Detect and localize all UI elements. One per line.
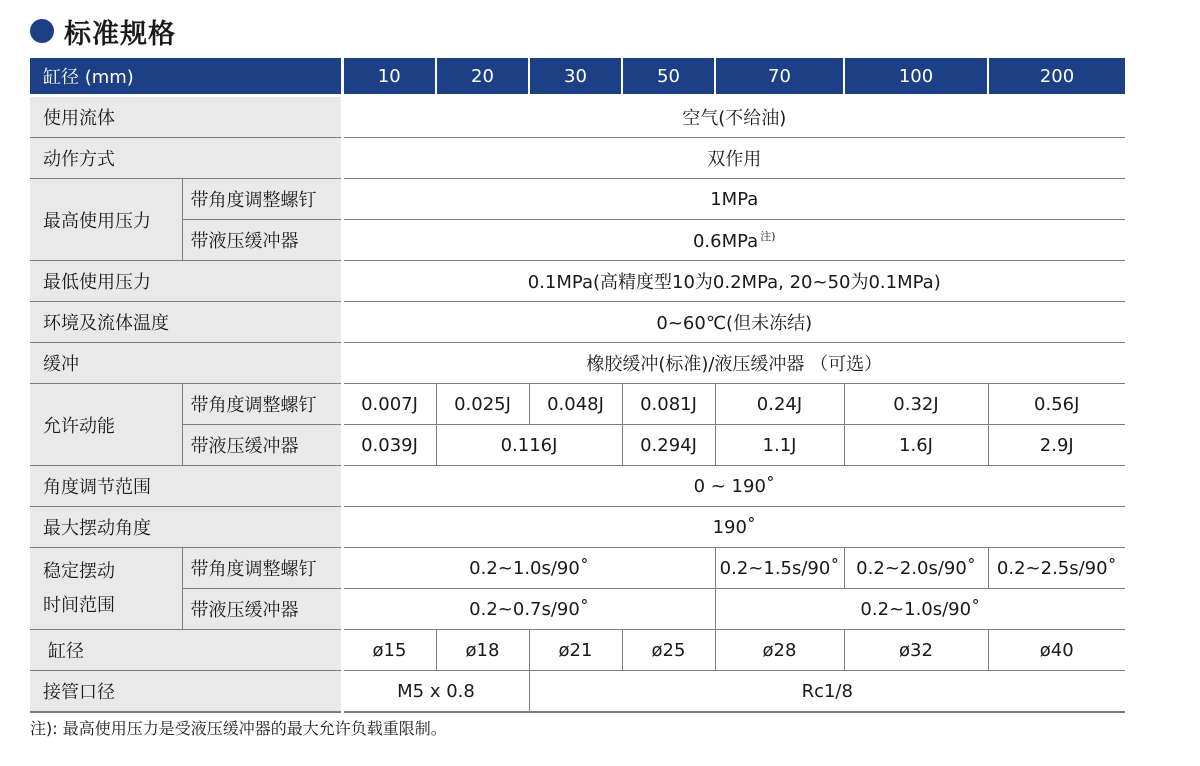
kinetic-energy-angle-sub: 带角度调整螺钉	[182, 384, 342, 425]
swing-time-label-line2: 时间范围	[43, 594, 115, 616]
max-pressure-angle-value: 1MPa	[342, 179, 1125, 220]
swing-time-hydraulic-value: 0.2~1.0s/90˚	[715, 589, 1125, 630]
kinetic-energy-hydraulic-row	[30, 425, 1125, 466]
max-pressure-hydraulic-row	[30, 220, 1125, 261]
kinetic-energy-angle-value: 0.081J	[622, 384, 715, 425]
cushion-row	[30, 343, 1125, 384]
bore-size-header: 缸径 (mm)	[30, 58, 342, 96]
footnote: 注): 最高使用压力是受液压缓冲器的最大允许负载重限制。	[30, 719, 447, 738]
kinetic-energy-hydraulic-value: 0.116J	[436, 425, 622, 466]
swing-time-hydraulic-sub: 带液压缓冲器	[182, 589, 342, 630]
kinetic-energy-hydraulic-value: 0.039J	[342, 425, 436, 466]
kinetic-energy-hydraulic-value: 1.6J	[844, 425, 988, 466]
kinetic-energy-label: 允许动能	[30, 384, 182, 466]
max-pressure-hydraulic-cell	[342, 220, 1125, 261]
max-angle-row	[30, 507, 1125, 548]
kinetic-energy-hydraulic-value: 0.294J	[622, 425, 715, 466]
section-header	[30, 14, 176, 48]
size-col-50: 50	[622, 58, 715, 96]
kinetic-energy-angle-value: 0.025J	[436, 384, 529, 425]
cushion-value: 橡胶缓冲(标准)/液压缓冲器 （可选）	[342, 343, 1125, 384]
swing-time-label-line1: 稳定摆动	[43, 560, 115, 582]
bore-value: ø15	[342, 630, 436, 671]
size-col-200: 200	[988, 58, 1125, 96]
port-row	[30, 671, 1125, 713]
bore-value: ø28	[715, 630, 844, 671]
size-col-70: 70	[715, 58, 844, 96]
bore-row	[30, 630, 1125, 671]
swing-time-label	[30, 548, 182, 630]
action-value: 双作用	[342, 138, 1125, 179]
bore-label: 缸径	[30, 630, 342, 671]
kinetic-energy-angle-value: 0.56J	[988, 384, 1125, 425]
temperature-value: 0~60℃(但未冻结)	[342, 302, 1125, 343]
size-col-30: 30	[529, 58, 622, 96]
max-pressure-hydraulic-value: 0.6MPa	[692, 231, 759, 252]
swing-time-angle-sub: 带角度调整螺钉	[182, 548, 342, 589]
bore-value: ø21	[529, 630, 622, 671]
min-pressure-label: 最低使用压力	[30, 261, 342, 302]
max-angle-label: 最大摆动角度	[30, 507, 342, 548]
swing-time-angle-value: 0.2~1.5s/90˚	[715, 548, 844, 589]
bore-value: ø25	[622, 630, 715, 671]
port-label: 接管口径	[30, 671, 342, 713]
cushion-label: 缓冲	[30, 343, 342, 384]
kinetic-energy-angle-value: 0.048J	[529, 384, 622, 425]
angle-range-row	[30, 466, 1125, 507]
size-col-20: 20	[436, 58, 529, 96]
header-row	[30, 58, 1125, 96]
kinetic-energy-row	[30, 384, 1125, 425]
bore-value: ø18	[436, 630, 529, 671]
angle-range-value: 0 ~ 190˚	[342, 466, 1125, 507]
swing-time-angle-value: 0.2~1.0s/90˚	[342, 548, 715, 589]
port-value: Rc1/8	[529, 671, 1125, 713]
swing-time-angle-value: 0.2~2.5s/90˚	[988, 548, 1125, 589]
action-row	[30, 138, 1125, 179]
kinetic-energy-hydraulic-value: 2.9J	[988, 425, 1125, 466]
bullet-icon	[30, 19, 54, 43]
swing-time-hydraulic-value: 0.2~0.7s/90˚	[342, 589, 715, 630]
temperature-row	[30, 302, 1125, 343]
max-pressure-angle-sub: 带角度调整螺钉	[182, 179, 342, 220]
section-title: 标准规格	[64, 18, 176, 50]
temperature-label: 环境及流体温度	[30, 302, 342, 343]
swing-time-hydraulic-row	[30, 589, 1125, 630]
fluid-row	[30, 96, 1125, 138]
spec-table	[30, 58, 1125, 713]
kinetic-energy-hydraulic-sub: 带液压缓冲器	[182, 425, 342, 466]
max-pressure-label: 最高使用压力	[30, 179, 182, 261]
fluid-label: 使用流体	[30, 96, 342, 138]
bore-value: ø40	[988, 630, 1125, 671]
note-mark: 注)	[760, 230, 776, 243]
max-pressure-row	[30, 179, 1125, 220]
kinetic-energy-hydraulic-value: 1.1J	[715, 425, 844, 466]
kinetic-energy-angle-value: 0.007J	[342, 384, 436, 425]
kinetic-energy-angle-value: 0.32J	[844, 384, 988, 425]
swing-time-angle-value: 0.2~2.0s/90˚	[844, 548, 988, 589]
size-col-10: 10	[342, 58, 436, 96]
fluid-value: 空气(不给油)	[342, 96, 1125, 138]
swing-time-row	[30, 548, 1125, 589]
max-angle-value: 190˚	[342, 507, 1125, 548]
max-pressure-hydraulic-sub: 带液压缓冲器	[182, 220, 342, 261]
size-col-100: 100	[844, 58, 988, 96]
port-value: M5 x 0.8	[342, 671, 529, 713]
action-label: 动作方式	[30, 138, 342, 179]
angle-range-label: 角度调节范围	[30, 466, 342, 507]
kinetic-energy-angle-value: 0.24J	[715, 384, 844, 425]
min-pressure-value: 0.1MPa(高精度型10为0.2MPa, 20~50为0.1MPa)	[342, 261, 1125, 302]
min-pressure-row	[30, 261, 1125, 302]
bore-value: ø32	[844, 630, 988, 671]
